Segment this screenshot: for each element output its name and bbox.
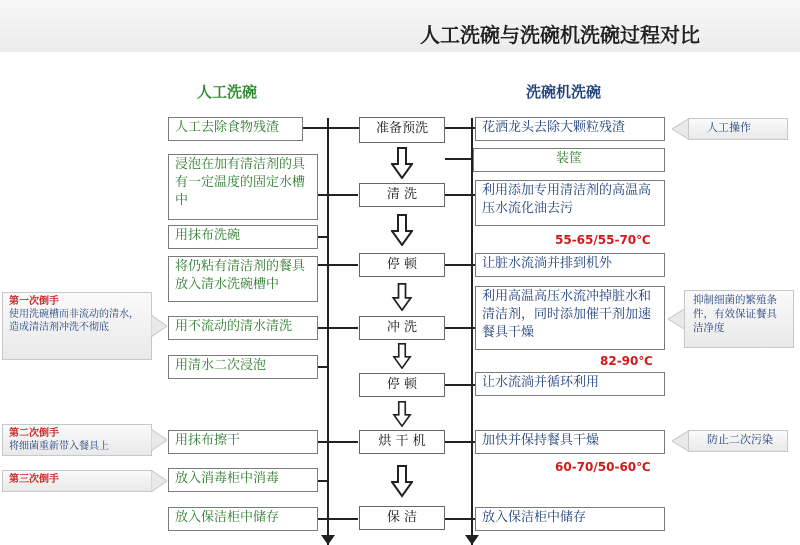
manual-step: 用抹布洗碗 [168, 225, 318, 249]
stage-pause-1: 停 顿 [359, 253, 445, 277]
machine-step: 让脏水流淌并排到机外 [475, 253, 665, 277]
stage-rinse: 冲 洗 [359, 316, 445, 340]
temperature-label: 55-65/55-70℃ [555, 233, 651, 247]
arrow-right-icon [151, 429, 167, 451]
machine-step: 放入保洁柜中储存 [475, 507, 665, 531]
machine-step: 加快并保持餐具干燥 [475, 430, 665, 454]
connector [445, 158, 473, 160]
machine-step: 利用高温高压水流冲掉脏水和清洁剂，同时添加催干剂加速餐具干燥 [475, 286, 665, 350]
machine-column-header: 洗碗机洗碗 [526, 83, 602, 101]
stage-storage: 保 洁 [359, 506, 445, 530]
temperature-label: 82-90℃ [600, 354, 653, 368]
callout-prevent-recontamination: 防止二次污染 [688, 430, 788, 452]
stage-wash: 清 洗 [359, 183, 445, 207]
callout-third-handoff [2, 470, 152, 492]
connector [445, 441, 475, 443]
connector [318, 480, 328, 482]
connector [445, 518, 475, 520]
arrow-down-icon [391, 283, 413, 311]
callout-text: 将细菌重新带入餐具上 [9, 441, 109, 452]
callout-second-handoff [2, 424, 152, 456]
connector [318, 366, 328, 368]
callout-bacteria-inhibition: 抑制细菌的繁殖条件，有效保证餐具洁净度 [684, 290, 794, 348]
arrow-right-icon [151, 315, 167, 337]
connector [318, 327, 358, 329]
manual-step: 放入消毒柜中消毒 [168, 468, 318, 492]
connector [318, 441, 358, 443]
machine-connector-line [471, 118, 473, 545]
manual-column-header: 人工洗碗 [197, 83, 258, 101]
connector [445, 194, 475, 196]
manual-step: 浸泡在加有清洁剂的具有一定温度的固定水槽中 [168, 154, 318, 220]
stage-dry: 烘 干 机 [359, 430, 445, 454]
connector [318, 264, 358, 266]
connector [318, 194, 358, 196]
machine-step: 装筐 [473, 148, 665, 172]
manual-step: 用不流动的清水清洗 [168, 316, 318, 340]
arrow-down-icon [320, 535, 336, 545]
callout-title: 第一次倒手 [9, 296, 59, 307]
manual-step: 放入保洁柜中储存 [168, 507, 318, 531]
arrow-down-icon [391, 401, 413, 427]
callout-title: 第二次倒手 [9, 428, 59, 439]
callout-title: 第三次倒手 [9, 474, 59, 485]
connector [303, 127, 359, 129]
manual-step: 人工去除食物残渣 [168, 117, 303, 141]
arrow-down-icon [391, 463, 413, 499]
connector [318, 236, 328, 238]
connector [445, 384, 475, 386]
manual-step: 用抹布擦干 [168, 430, 318, 454]
arrow-right-icon [151, 470, 167, 492]
connector [445, 127, 475, 129]
callout-first-handoff [2, 292, 152, 360]
machine-step: 花洒龙头去除大颗粒残渣 [475, 117, 665, 141]
page-title: 人工洗碗与洗碗机洗碗过程对比 [420, 23, 700, 47]
connector [318, 518, 358, 520]
connector [445, 264, 475, 266]
arrow-down-icon [391, 147, 413, 179]
connector [445, 327, 475, 329]
manual-step: 将仍粘有清洁剂的餐具放入清水洗碗槽中 [168, 256, 318, 302]
arrow-down-icon [464, 535, 480, 545]
stage-pause-2: 停 顿 [359, 373, 445, 397]
callout-text: 使用洗碗槽而非流动的清水，造成清洁剂冲洗不彻底 [9, 309, 139, 333]
arrow-down-icon [391, 343, 413, 369]
machine-step: 让水流淌并循环利用 [475, 372, 665, 396]
temperature-label: 60-70/50-60℃ [555, 460, 651, 474]
stage-prewash: 准备预洗 [359, 117, 445, 143]
manual-step: 用清水二次浸泡 [168, 355, 318, 379]
machine-step: 利用添加专用清洁剂的高温高压水流化油去污 [475, 180, 665, 226]
callout-manual-operation: 人工操作 [688, 118, 788, 140]
arrow-down-icon [391, 214, 413, 246]
